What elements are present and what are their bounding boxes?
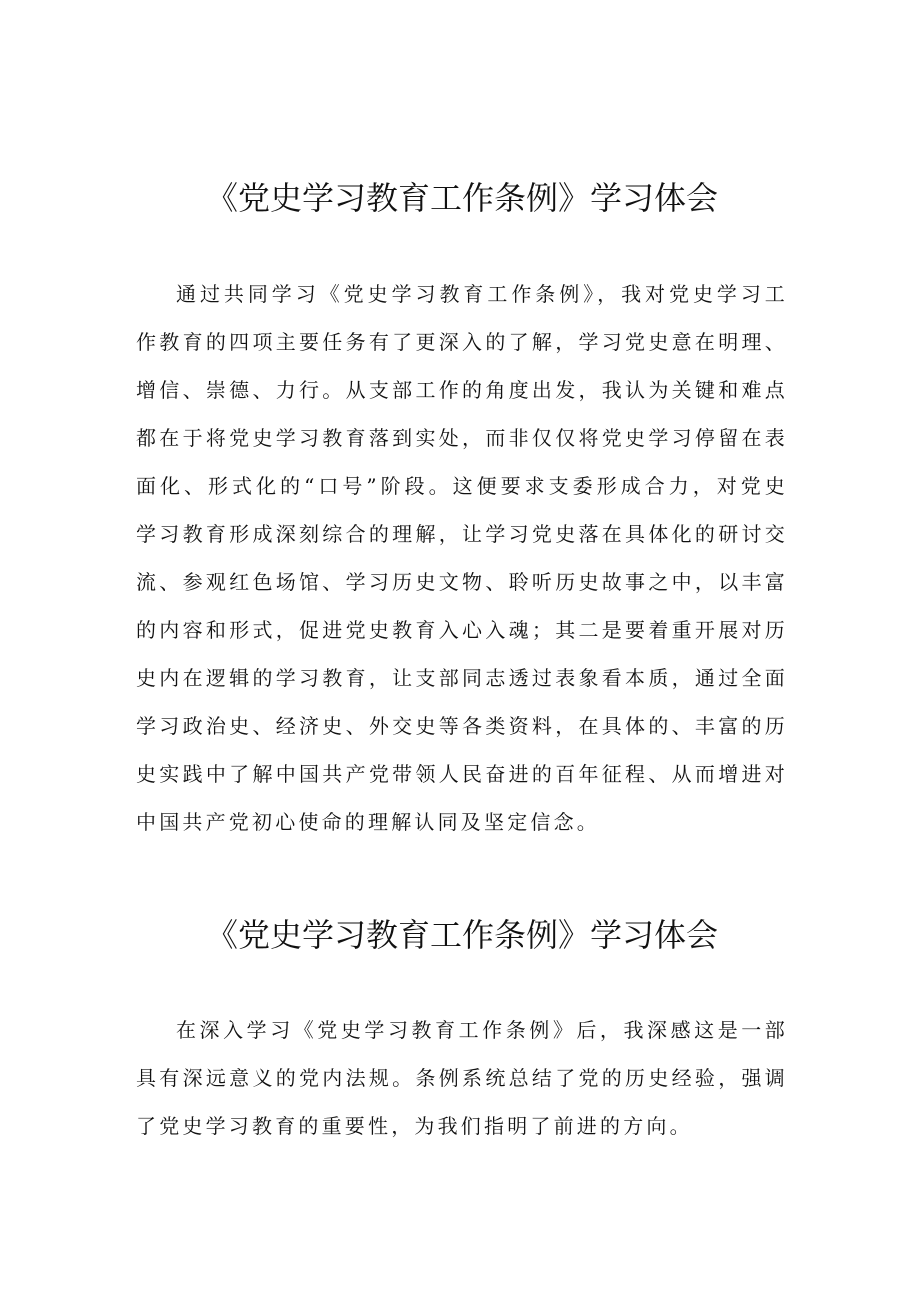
section-1-paragraph: 通过共同学习《党史学习教育工作条例》，我对党史学习工作教育的四项主要任务有了更深入的了解，学习党史意在明理、增信、崇德、力行。从支部工作的角度出发，我认为关键和难点都在于将党史学习教育落到实处，而非仅仅将党史学习停留在表面化、形式化的“口号”阶段。这便要求支委形成合力，对党史学习教育形成深刻综合的理解，让学习党史落在具体化的研讨交流、参观红色场馆、学习历史文物、聆听历史故事之中，以丰富的内容和形式，促进党史教育入心入魂；其二是要着重开展对历史内在逻辑的学习教育，让支部同志透过表象看本质，通过全面学习政治史、经济史、外交史等各类资料，在具体的、丰富的历史实践中了解中国共产党带领人民奋进的百年征程、从而增进对中国共产党初心使命的理解认同及坚定信念。 bbox=[136, 282, 788, 834]
section-2-paragraph: 在深入学习《党史学习教育工作条例》后，我深感这是一部具有深远意义的党内法规。条例系统总结了党的历史经验，强调了党史学习教育的重要性，为我们指明了前进的方向。 bbox=[136, 1018, 788, 1138]
section-2-title: 《党史学习教育工作条例》学习体会 bbox=[205, 916, 718, 954]
section-1-title: 《党史学习教育工作条例》学习体会 bbox=[205, 179, 718, 217]
